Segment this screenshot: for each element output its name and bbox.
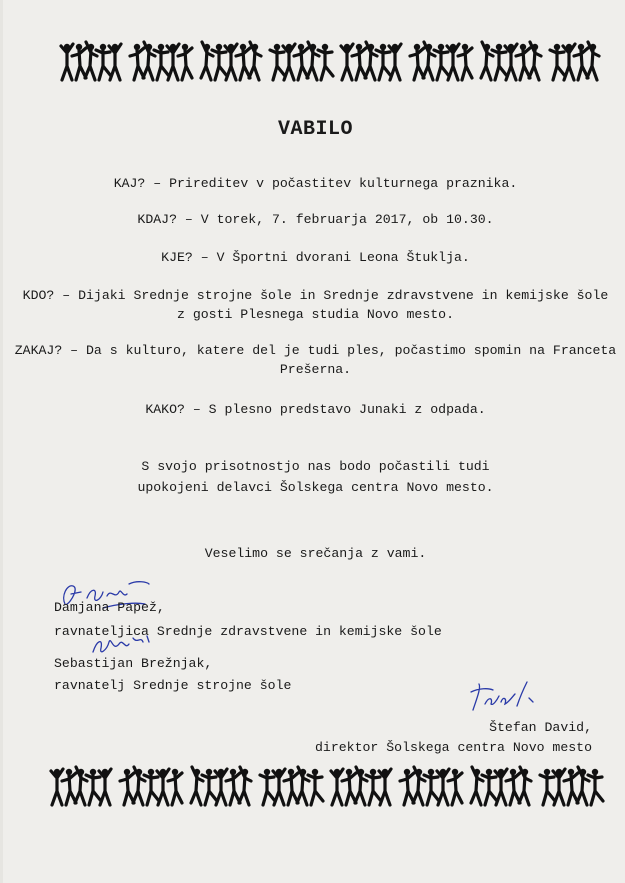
dancer-figure [341, 44, 353, 80]
dancer-figure [99, 769, 111, 805]
dancer-figure [379, 769, 391, 805]
dancer-figure [516, 44, 530, 80]
dancer-figure [72, 44, 86, 80]
item-kdo: KDO? – Dijaki Srednje strojne šole in Srednje zdravstvene in kemijske šole [22, 288, 609, 303]
item-kdaj: KDAJ? – V torek, 7. februarja 2017, ob 10.30. [137, 212, 494, 227]
item-kako: KAKO? – S plesno predstavo Junaki z odpada. [145, 402, 486, 417]
dancer-figure [434, 44, 449, 80]
dancer-figure [283, 44, 295, 80]
dancer-figure [331, 769, 343, 805]
dancer-figure [308, 769, 323, 805]
dancer-figure [550, 44, 565, 80]
dancer-figure [540, 769, 555, 805]
dancer-figure [400, 769, 414, 805]
invitation-title: VABILO [277, 118, 353, 141]
dancer-figure [505, 44, 517, 80]
dancer-figure [366, 769, 381, 805]
dancer-figure [130, 44, 144, 80]
dancer-figure [96, 44, 111, 80]
dancer-figure [270, 44, 285, 80]
item-answer: V torek, 7. februarja 2017, ob 10.30. [200, 212, 494, 227]
dancer-figure [284, 769, 298, 805]
dancer-figure [236, 44, 250, 80]
dancer-figure [458, 44, 472, 80]
dancer-figure [574, 44, 588, 80]
dancer-figure [492, 44, 507, 80]
closing-text: Veselimo se srečanja z vami. [204, 546, 427, 561]
signatory-name-2: Sebastijan Brežnjak, [54, 656, 213, 671]
dancer-figure [202, 769, 217, 805]
signatory-role-1: ravnateljica Srednje zdravstvene in kemijske šole [54, 624, 442, 639]
dancer-figure [506, 769, 520, 805]
dancer-figure [226, 769, 240, 805]
dancer-figure [437, 769, 449, 805]
dancer-border-bottom [49, 765, 609, 811]
dancer-border-top [59, 40, 604, 86]
item-answer: Dijaki Srednje strojne šole in Srednje zdravstvene in kemijske šole [78, 288, 609, 303]
dancer-figure [376, 44, 391, 80]
item-answer: Da s kulturo, katere del je tudi ples, počastimo spomin na Franceta [86, 343, 617, 358]
signature-david [463, 676, 543, 716]
dancer-figure [342, 769, 356, 805]
dancer-figure [563, 44, 575, 80]
item-zakaj-continuation: Prešerna. [279, 362, 352, 377]
signatory-name-3: Štefan David, [489, 720, 592, 735]
item-question: KDAJ? [137, 212, 177, 227]
item-kaj: KAJ? – Prireditev v počastitev kulturnega praznika. [113, 176, 518, 191]
dancer-figure [225, 44, 237, 80]
dancer-figure [495, 769, 507, 805]
dancer-figure [352, 44, 366, 80]
dancer-figure [212, 44, 227, 80]
dancer-figure [61, 44, 73, 80]
dancer-figure [471, 767, 483, 805]
item-kje: KJE? – V Športni dvorani Leona Štuklja. [161, 250, 470, 265]
dancer-figure [120, 769, 134, 805]
dancer-figure [154, 44, 169, 80]
dancer-figure [62, 769, 76, 805]
dancer-figure [201, 42, 213, 80]
dancer-figure [294, 44, 308, 80]
dancer-figure [553, 769, 565, 805]
dancer-figure [424, 769, 439, 805]
item-question: ZAKAJ? [14, 343, 63, 358]
dancer-figure [389, 44, 401, 80]
dancer-figure [191, 767, 203, 805]
dancer-figure [447, 44, 459, 80]
dancer-silhouettes-icon [59, 40, 604, 86]
dancer-figure [260, 769, 275, 805]
dancer-figure [51, 769, 63, 805]
item-question: KDO? [22, 288, 55, 303]
dancer-figure [564, 769, 578, 805]
item-kdo-continuation: z gosti Plesnega studia Novo mesto. [177, 307, 454, 322]
dancer-figure [481, 42, 493, 80]
dancer-silhouettes-icon [49, 765, 609, 811]
dancer-figure [157, 769, 169, 805]
dancer-figure [273, 769, 285, 805]
dancer-figure [168, 769, 182, 805]
dancer-figure [318, 44, 333, 80]
item-question: KAKO? [145, 402, 185, 417]
dancer-figure [482, 769, 497, 805]
dancer-figure [410, 44, 424, 80]
dancer-figure [167, 44, 179, 80]
dancer-figure [588, 769, 603, 805]
item-question: KJE? [161, 250, 193, 265]
item-answer: V Športni dvorani Leona Štuklja. [216, 250, 470, 265]
item-zakaj: ZAKAJ? – Da s kulturo, katere del je tudi ples, počastimo spomin na Franceta [14, 343, 617, 358]
signatory-role-3: direktor Šolskega centra Novo mesto [315, 740, 592, 755]
item-question: KAJ? [113, 176, 146, 191]
dancer-figure [178, 44, 192, 80]
dancer-figure [109, 44, 121, 80]
dancer-figure [215, 769, 227, 805]
note-line-1: S svojo prisotnostjo nas bodo počastili tudi [141, 459, 490, 474]
item-answer: Prireditev v počastitev kulturnega praznika. [169, 176, 518, 191]
signatory-name-1: Damjana Papež, [54, 600, 165, 615]
dancer-figure [86, 769, 101, 805]
dancer-figure [144, 769, 159, 805]
dancer-figure [448, 769, 462, 805]
signatory-role-2: ravnatelj Srednje strojne šole [54, 678, 292, 693]
note-line-2: upokojeni delavci Šolskega centra Novo mesto. [137, 480, 494, 495]
item-answer: S plesno predstavo Junaki z odpada. [208, 402, 486, 417]
